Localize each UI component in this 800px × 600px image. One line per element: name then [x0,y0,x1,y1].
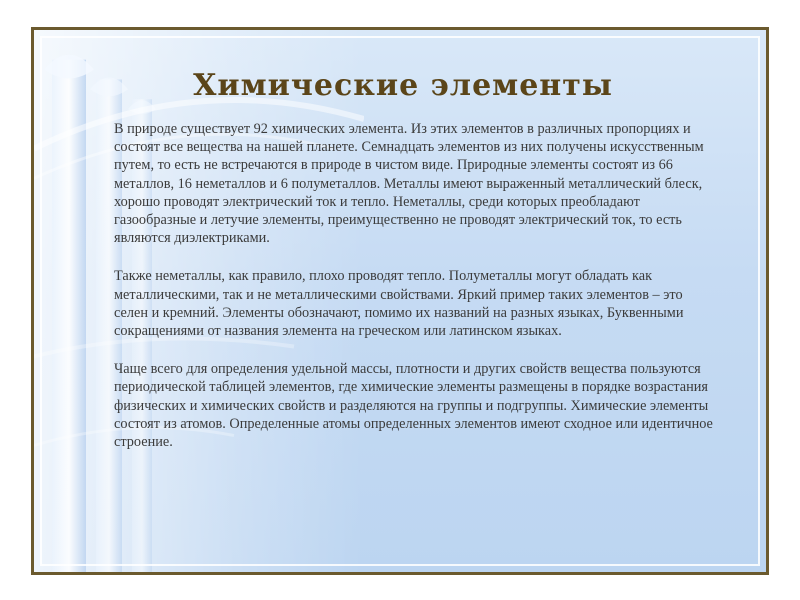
paragraph: Чаще всего для определения удельной массы, плотности и других свойств вещества пользуются периодической таблицей элементов, где химические элементы размещены в порядке возрастания физических и химических свойств и разделяются на группы и подгруппы. Химические элементы состоят из атомов. Определенные атомы определенных элементов имеют сходное или идентичное строение. [114,361,713,451]
slide-frame [31,27,769,575]
paragraph: В природе существует 92 химических элемента. Из этих элементов в различных пропорциях и состоят все вещества на нашей планете. Семнадцать элементов из них получены искусственным путем, то есть не встречаются в природе в чистом виде. Природные элементы состоят из 66 металлов, 16 неметаллов и 6 полуметаллов. Металлы имеют выраженный металлический блеск, хорошо проводят электрический ток и тепло. Неметаллы, среди которых преобладают газообразные и летучие элементы, преимущественно не проводят электрический ток, то есть являются диэлектриками. [114,121,704,247]
slide-body [114,120,714,471]
paragraph: Также неметаллы, как правило, плохо проводят тепло. Полуметаллы могут обладать как металлическими, так и не металлическими свойствами. Яркий пример таких элементов – это селен и кремний. Элементы обозначают, помимо их названий на разных языках, Буквенными сокращениями от названия элемента на греческом или латинском языках. [114,268,684,340]
slide-title: Химические элементы [193,68,613,103]
